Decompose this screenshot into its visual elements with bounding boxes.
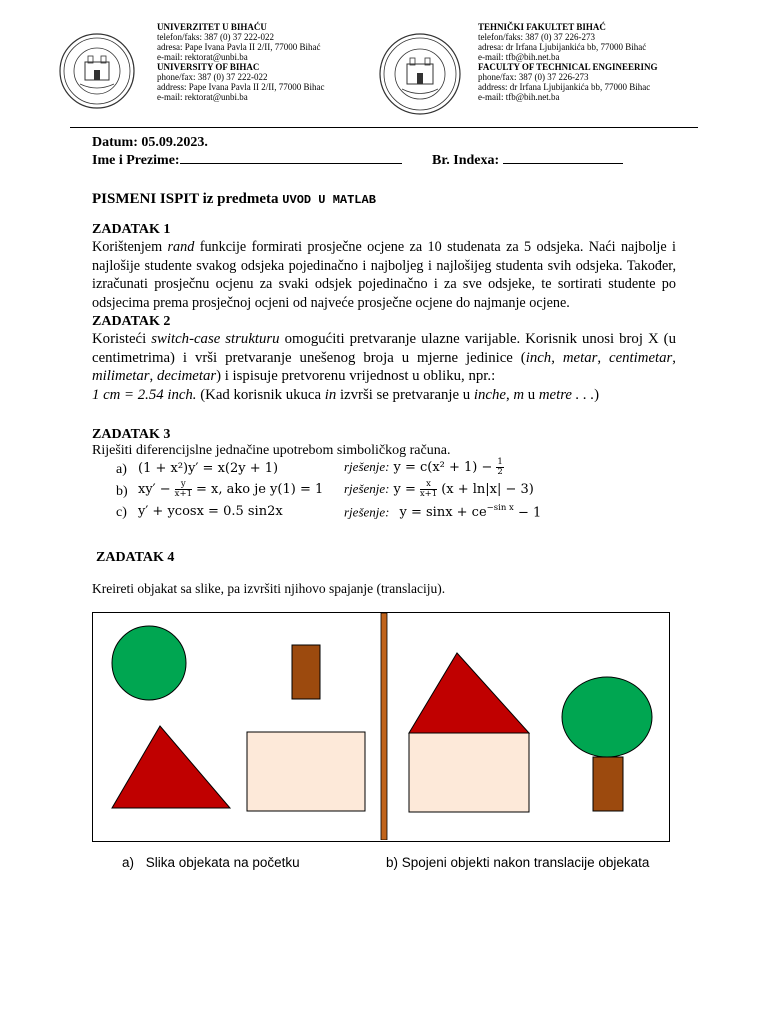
task3-b-solution (344, 480, 534, 499)
task2-unit-metar: metar (562, 349, 598, 366)
header-right-line3: adresa: dr Irfana Ljubijankića bb, 77000 Bihać (478, 42, 647, 52)
header-left-line2: telefon/faks: 387 (0) 37 222-022 (157, 32, 274, 42)
index-field (432, 151, 623, 169)
task3-c-solution (344, 503, 541, 521)
name-blank (180, 151, 402, 164)
task3-c-label: c) (116, 505, 127, 520)
task1-text-rand: rand (167, 239, 195, 255)
header-right-block (478, 22, 657, 102)
task2-text-3: omogućiti pretvaranje ulazne varijable. Korisnik unosi broj X (u centimetrima) i vrši pretvaranje unešenog broja u mjerne jedinice ( (92, 331, 676, 366)
task3-c-sol-exp: −sin x (486, 503, 514, 513)
task2-unit-centimetar: centimetar (609, 349, 673, 366)
task2-example-text: u (524, 386, 539, 403)
name-label: Ime i Prezime: (92, 153, 180, 168)
name-field (92, 151, 402, 169)
task3-b-eq-part: = x, ako je y(1) = 1 (195, 482, 324, 498)
header-left-block (157, 22, 324, 102)
header-right-line8: e-mail: tfb@bih.net.ba (478, 92, 560, 102)
task3-a-sol-frac (496, 458, 503, 477)
task3-c-sol-part: y = sinx + ce (399, 505, 487, 521)
task3-b-eq-part: xy′ − (138, 482, 171, 498)
task2-example-in: in (324, 386, 337, 403)
task1-text-1: Korištenjem (92, 239, 168, 255)
task2-text-4: ) i ispisuje pretvorenu vrijednost u obliku, npr.: (216, 368, 496, 384)
frac-num: 1 (497, 457, 503, 467)
header-right-line4: e-mail: tfb@bih.net.ba (478, 52, 560, 62)
task3-b-label: b) (116, 484, 128, 499)
task3-a-sol-label: rješenje: (344, 459, 390, 475)
task2-title: ZADATAK 2 (92, 314, 171, 329)
frac-num: y (175, 480, 192, 490)
index-blank (503, 151, 623, 164)
task2-sep: , (149, 368, 157, 384)
university-seal-right (378, 32, 462, 116)
caption-a-label: a) (122, 855, 135, 870)
task3-b-equation (138, 480, 323, 499)
caption-a-text: Slika objekata na početku (145, 855, 300, 870)
frac-den: x+1 (174, 489, 192, 499)
house-body (409, 733, 529, 812)
task3-b-sol-part: (x + ln|x| − 3) (441, 482, 534, 498)
frac-den: 2 (497, 467, 503, 477)
task2-text (92, 330, 676, 404)
header-right-line7: address: dr Irfana Ljubijankića bb, 77000 Bihac (478, 82, 651, 92)
header-right-line6: phone/fax: 387 (0) 37 226-273 (478, 72, 589, 82)
index-label: Br. Indexa: (432, 153, 500, 168)
task2-unit-milimetar: milimetar (92, 368, 150, 384)
task2-example-m: m (513, 386, 525, 403)
task4-intro: Kreireti objakat sa slike, pa izvršiti njihovo spajanje (translaciju). (92, 581, 446, 596)
brown-rect-left (292, 645, 320, 699)
header-divider (70, 127, 698, 128)
task2-example: 1 cm = 2.54 inch. (92, 386, 197, 403)
task4-figure-drawing (93, 613, 668, 840)
task2-unit-inch: inch (525, 349, 552, 366)
header-right-line5: FACULTY OF TECHNICAL ENGINEERING (478, 62, 658, 72)
task2-example-text: (Kad korisnik ukuca (196, 386, 325, 403)
frac-den: x+1 (419, 489, 438, 499)
caption-a (122, 855, 300, 870)
exam-title-prefix: PISMENI ISPIT iz predmeta (92, 191, 279, 207)
task2-sep: , (672, 349, 676, 366)
header-left-line7: address: Pape Ivana Pavla II 2/II, 77000 Bihac (157, 82, 325, 92)
task2-text-switch: switch-case strukturu (151, 331, 280, 347)
tree-crown (562, 677, 652, 757)
task2-unit-decimetar: decimetar (156, 368, 217, 384)
task3-b-frac (175, 480, 192, 499)
task3-b-sol-frac (420, 480, 437, 499)
exam-title (92, 191, 376, 208)
task2-example-text: izvrši se pretvaranje u (336, 386, 474, 403)
roof-triangle (409, 653, 529, 733)
task2-text-1: Koristeći (92, 331, 152, 347)
header-left-line5: UNIVERSITY OF BIHAC (157, 62, 260, 72)
header-left-line8: e-mail: rektorat@unbi.ba (157, 92, 248, 102)
university-seal-left (58, 32, 136, 110)
triangle-left (112, 726, 230, 808)
task3-intro: Riješiti diferencijslne jednačine upotrebom simboličkog računa. (92, 443, 451, 458)
exam-date: Datum: 05.09.2023. (92, 135, 208, 150)
task3-a-label: a) (116, 462, 127, 477)
header-right-line1: TEHNIČKI FAKULTET BIHAĆ (478, 22, 606, 32)
circle-left (112, 626, 186, 700)
task3-title: ZADATAK 3 (92, 427, 171, 442)
task4-figure (92, 612, 670, 842)
task3-c-sol-label: rješenje: (344, 504, 390, 520)
task2-example-inche: inche (473, 386, 506, 403)
exam-subject: UVOD U MATLAB (282, 193, 376, 207)
task3-b-sol-part: y = (393, 482, 416, 498)
task1-title: ZADATAK 1 (92, 222, 171, 237)
task2-sep: , (551, 349, 563, 366)
task2-example-text: ) (594, 386, 600, 403)
header-left-line3: adresa: Pape Ivana Pavla II 2/II, 77000 Bihać (157, 42, 321, 52)
task3-c-equation: y′ + ycosx = 0.5 sin2x (138, 504, 283, 519)
task2-example-text: , (505, 386, 514, 403)
task2-sep: , (597, 349, 610, 366)
frac-num: x (420, 480, 437, 490)
header-right-line2: telefon/faks: 387 (0) 37 226-273 (478, 32, 595, 42)
header-left-line1: UNIVERZITET U BIHAĆU (157, 22, 267, 32)
tree-trunk (593, 757, 623, 811)
task3-c-sol-part: − 1 (513, 505, 542, 521)
task3-a-sol: y = c(x² + 1) − (393, 460, 493, 476)
header-left-line6: phone/fax: 387 (0) 37 222-022 (157, 72, 268, 82)
task3-b-sol-label: rješenje: (344, 481, 390, 497)
header-left-line4: e-mail: rektorat@unbi.ba (157, 52, 248, 62)
caption-b: b) Spojeni objekti nakon translacije objekata (386, 855, 650, 870)
task3-a-equation: (1 + x²)y′ = x(2y + 1) (138, 461, 279, 476)
task1-text-3: funkcije formirati prosječne ocjene za 10 studenata za 5 odsjeka. Naći najbolje i najlošije studente svakog odsjeka pojedinačno i najboljeg i najlošijeg studenta svih odsjeka. Također, izračunati prosječnu ocjenu za svaki odsjek pojedinačno i za sve odsjeke, te sortirati studente po odsjecima prema prosječnoj ocjeni od najveće prosječne ocjene do najmanje ocjene. (92, 239, 676, 311)
task1-text (92, 238, 676, 312)
peach-rect-left (247, 732, 365, 811)
task2-example-metre: metre . . . (538, 386, 595, 403)
figure-divider (381, 613, 387, 840)
task4-title: ZADATAK 4 (96, 550, 175, 565)
task3-a-solution (344, 458, 504, 477)
